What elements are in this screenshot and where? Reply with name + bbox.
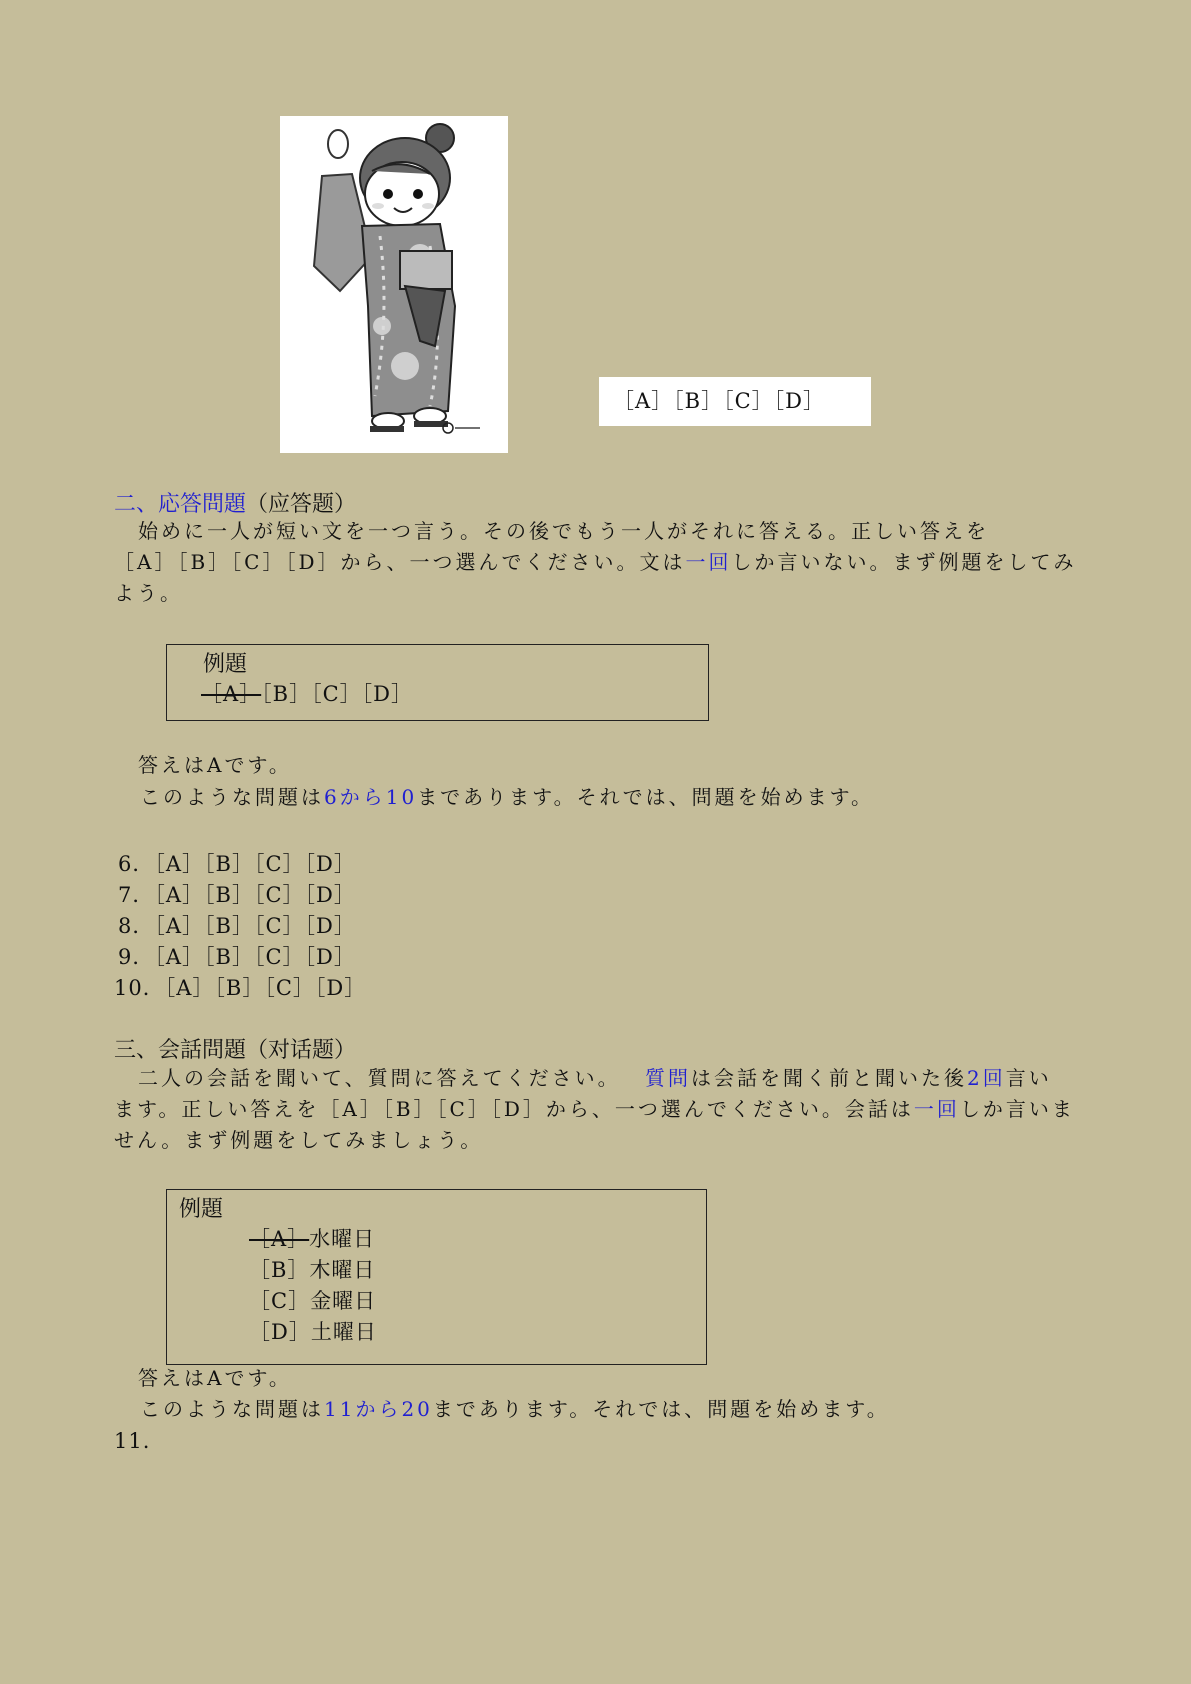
section2-subtitle: （应答题） bbox=[246, 492, 357, 517]
example-option-text: 木曜日 bbox=[309, 1258, 376, 1282]
section3-example-label: 例題 bbox=[179, 1197, 224, 1222]
question-row bbox=[118, 848, 356, 878]
question-number: 9． bbox=[118, 945, 155, 969]
section3-instr-line1 bbox=[138, 1063, 621, 1094]
section3-instr-line1-a: 二人の会話を聞いて、質問に答えてください。 bbox=[138, 1066, 621, 1090]
section2-example-other-marks: ［B］［C］［D］ bbox=[261, 682, 414, 706]
section3-instr-line2 bbox=[114, 1094, 1075, 1125]
section2-example-box bbox=[166, 644, 709, 721]
section2-range-from: 6 bbox=[324, 785, 340, 809]
example-option-mark: ［A］ bbox=[249, 1227, 310, 1251]
example-option bbox=[249, 1285, 376, 1315]
question-number-11: 11. bbox=[114, 1429, 151, 1453]
section3-instr-twice: 2回 bbox=[967, 1066, 1006, 1090]
example-option-text: 土曜日 bbox=[310, 1320, 377, 1344]
question-row bbox=[118, 941, 356, 971]
section2-range bbox=[140, 782, 874, 813]
section2-example-choices bbox=[201, 678, 413, 708]
section3-range bbox=[140, 1394, 890, 1425]
question-row bbox=[114, 972, 366, 1002]
example-option-mark: ［C］ bbox=[249, 1289, 311, 1313]
example-option bbox=[249, 1316, 377, 1346]
section2-range-b: まであります。それでは、問題を始めます。 bbox=[417, 785, 874, 809]
question-row bbox=[118, 910, 356, 940]
section2-range-kara: から bbox=[339, 785, 386, 809]
section3-example-box bbox=[166, 1189, 707, 1365]
section3-range-b: まであります。それでは、問題を始めます。 bbox=[432, 1397, 890, 1421]
example-option bbox=[249, 1223, 375, 1253]
section3-instr-line1-e: 言い bbox=[1005, 1066, 1052, 1090]
section3-instr-line1-rest bbox=[645, 1063, 1052, 1094]
section2-example-label: 例題 bbox=[203, 652, 248, 677]
question-choices: ［A］［B］［C］［D］ bbox=[154, 883, 356, 907]
section3-instr-line2-c: しか言いま bbox=[959, 1097, 1075, 1121]
question-number: 6． bbox=[118, 852, 155, 876]
section3-instr-question: 質問 bbox=[645, 1066, 691, 1090]
question-choices: ［A］［B］［C］［D］ bbox=[164, 976, 367, 1000]
section2-range-to: 10 bbox=[385, 785, 418, 809]
question-choices: ［A］［B］［C］［D］ bbox=[154, 914, 356, 938]
section3-range-kara: から bbox=[355, 1397, 402, 1421]
question-number: 8． bbox=[118, 914, 155, 938]
example-option-mark: ［B］ bbox=[249, 1258, 310, 1282]
example-option-text: 金曜日 bbox=[310, 1289, 377, 1313]
girl-yukata-illustration bbox=[280, 116, 508, 453]
top-choices: ［A］［B］［C］［D］ bbox=[599, 377, 871, 426]
section3-answer: 答えはAです。 bbox=[138, 1366, 292, 1390]
section2-range-a: このような問題は bbox=[140, 785, 324, 809]
section2-instr-line2-a: ［A］［B］［C］［D］から、一つ選んでください。文は bbox=[114, 550, 686, 574]
question-row bbox=[118, 879, 356, 909]
section2-heading bbox=[114, 487, 356, 518]
section3-instr-line3: せん。まず例題をしてみましょう。 bbox=[114, 1128, 484, 1152]
section2-example-answer-mark: ［A］ bbox=[201, 682, 262, 706]
question-choices: ［A］［B］［C］［D］ bbox=[154, 852, 356, 876]
question-number: 7． bbox=[118, 883, 155, 907]
question-choices: ［A］［B］［C］［D］ bbox=[154, 945, 356, 969]
section3-range-a: このような問題は bbox=[140, 1397, 324, 1421]
example-option-text: 水曜日 bbox=[309, 1227, 376, 1251]
section2-instr-once: 一回 bbox=[685, 550, 732, 574]
section3-range-from: 11 bbox=[324, 1397, 356, 1421]
section3-instr-line1-c: は会話を聞く前と聞いた後 bbox=[691, 1066, 967, 1090]
section2-title: 二、応答問題 bbox=[114, 492, 247, 517]
section2-answer: 答えはAです。 bbox=[138, 753, 292, 777]
section3-instr-once: 一回 bbox=[913, 1097, 960, 1121]
section3-instr-line2-a: ます。正しい答えを［A］［B］［C］［D］から、一つ選んでください。会話は bbox=[114, 1097, 914, 1121]
section2-instr-line2-c: しか言いない。まず例題をしてみ bbox=[731, 550, 1077, 574]
section2-instr-line3: よう。 bbox=[114, 581, 183, 605]
question-number: 10． bbox=[114, 976, 165, 1000]
section2-instr-line1: 始めに一人が短い文を一つ言う。その後でもう一人がそれに答える。正しい答えを bbox=[138, 519, 989, 543]
section3-heading: 三、会話問題（对话题） bbox=[114, 1038, 357, 1063]
example-option bbox=[249, 1254, 375, 1284]
example-option-mark: ［D］ bbox=[249, 1320, 311, 1344]
section3-range-to: 20 bbox=[401, 1397, 433, 1421]
section2-instr-line2 bbox=[114, 547, 1076, 578]
